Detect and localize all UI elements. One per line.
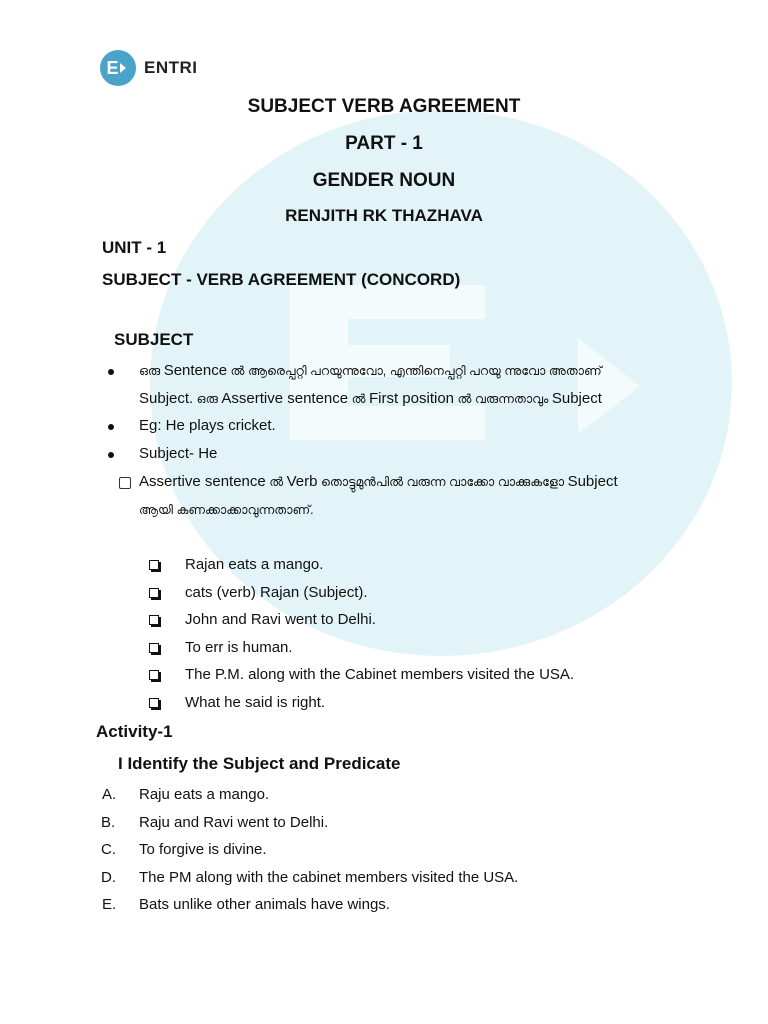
bullet-marker xyxy=(108,424,114,430)
checkbox-bullet-icon xyxy=(149,588,159,598)
author-name: RENJITH RK THAZHAVA xyxy=(285,206,483,225)
checkbox-bullet-icon xyxy=(149,670,159,680)
activity-item-label: B. xyxy=(101,814,116,831)
example-item: The P.M. along with the Cabinet members visited the USA. xyxy=(185,666,575,683)
checkbox-icon xyxy=(119,477,131,489)
assertive-rule-line1: Assertive sentence ൽ Verb തൊട്ടുമുൻപിൽ വരുന്ന വാക്കോ വാക്കുകളോ Subject xyxy=(139,473,618,490)
unit-label: UNIT - 1 xyxy=(102,238,167,257)
document-title: SUBJECT VERB AGREEMENT xyxy=(247,96,521,117)
subject-bullet: Subject- He xyxy=(139,445,218,462)
activity-item-label: A. xyxy=(102,786,117,803)
activity-item-text: Raju and Ravi went to Delhi. xyxy=(139,814,329,831)
checkbox-bullet-icon xyxy=(149,698,159,708)
example-item: cats (verb) Rajan (Subject). xyxy=(185,584,368,601)
unit-heading: SUBJECT - VERB AGREEMENT (CONCORD) xyxy=(102,270,461,289)
entri-logo-text: ENTRI xyxy=(144,58,198,77)
activity-item-label: E. xyxy=(102,896,117,913)
topic-heading: GENDER NOUN xyxy=(312,170,456,191)
activity-item-text: Bats unlike other animals have wings. xyxy=(139,896,390,913)
example-item: Rajan eats a mango. xyxy=(185,556,324,573)
checkbox-bullet-icon xyxy=(149,560,159,570)
activity-item-text: Raju eats a mango. xyxy=(139,786,270,803)
activity-item-text: The PM along with the cabinet members visited the USA. xyxy=(139,869,519,886)
entri-logo-icon: E xyxy=(100,50,136,86)
checkbox-bullet-icon xyxy=(149,643,159,653)
subject-definition-line1: ഒരു Sentence ൽ ആരെപ്പറ്റി പറയുന്നുവോ, എന്തിനെപ്പറ്റി പറയു ന്നുവോ അതാണ് xyxy=(139,362,602,379)
activity-item-text: To forgive is divine. xyxy=(139,841,267,858)
checkbox-bullet-icon xyxy=(149,615,159,625)
activity-item-label: C. xyxy=(101,841,116,858)
activity-title: Activity-1 xyxy=(96,722,173,741)
assertive-rule-line2: ആയി കണക്കാക്കാവുന്നതാണ്. xyxy=(139,503,314,517)
subject-heading: SUBJECT xyxy=(114,330,194,349)
subject-definition-line2: Subject. ഒരു Assertive sentence ൽ First position ൽ വരുന്നതാവും Subject xyxy=(139,390,602,407)
bullet-marker xyxy=(108,452,114,458)
example-item: John and Ravi went to Delhi. xyxy=(185,611,376,628)
activity-instruction: I Identify the Subject and Predicate xyxy=(118,754,401,773)
bullet-marker xyxy=(108,369,114,375)
part-heading: PART - 1 xyxy=(345,133,423,154)
example-item: What he said is right. xyxy=(185,694,326,711)
example-bullet: Eg: He plays cricket. xyxy=(139,417,276,434)
example-item: To err is human. xyxy=(185,639,293,656)
activity-item-label: D. xyxy=(101,869,116,886)
entri-logo xyxy=(100,50,198,86)
